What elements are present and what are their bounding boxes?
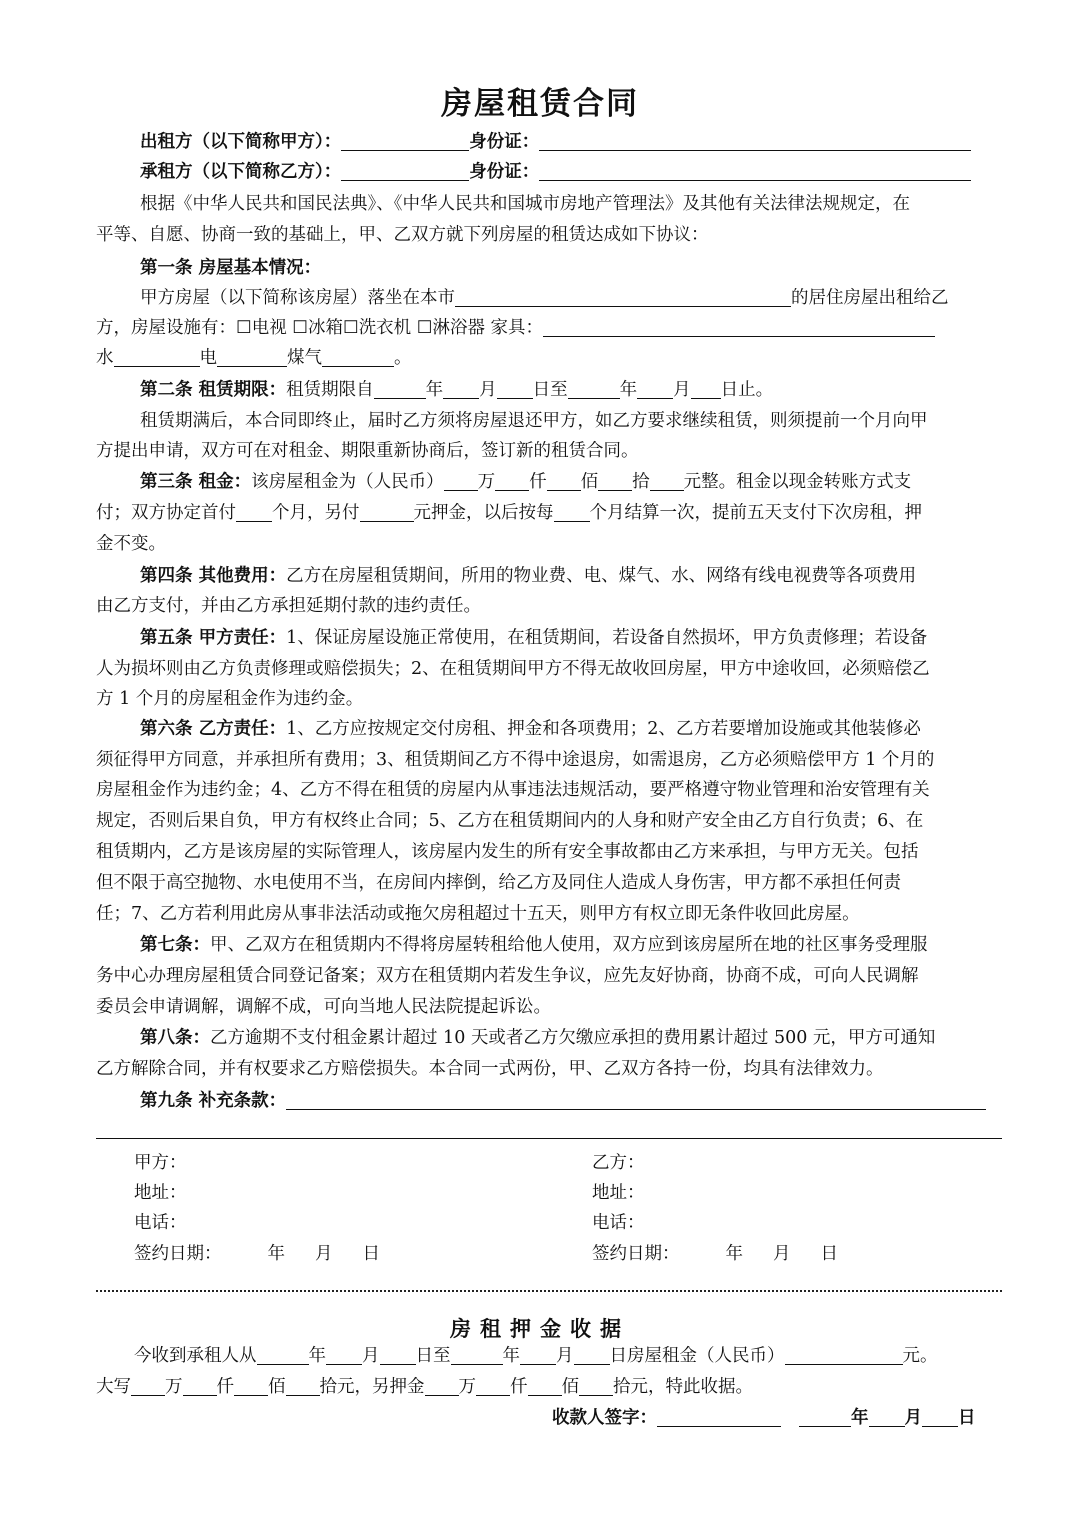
article-2-title: 第二条 租赁期限：: [140, 380, 287, 400]
article-8-line-1: [140, 1023, 1002, 1053]
receipt-line-1: [134, 1341, 1002, 1371]
article-6-line-5: 租赁期内，乙方是该房屋的实际管理人，该房屋内发生的所有安全事故都由乙方来承担，与甲方无关。包括: [96, 842, 919, 862]
a3-bai: 佰: [580, 472, 599, 492]
a2-month-2: 月: [673, 380, 691, 400]
article-1-title: 第一条 房屋基本情况：: [140, 258, 322, 278]
facility-tv-label: 电视: [251, 318, 287, 338]
settle-months-field[interactable]: [554, 501, 590, 522]
receipt-month-2: 月: [556, 1346, 574, 1366]
receipt-end-month[interactable]: [520, 1344, 556, 1365]
property-address-field[interactable]: [455, 286, 791, 307]
a3-text-5: 元押金，以后按每: [413, 503, 554, 523]
party-b-date: [592, 1239, 838, 1269]
rent-bai-field[interactable]: [547, 470, 581, 491]
a2-text-1: 租赁期限自: [286, 380, 374, 400]
first-payment-months[interactable]: [236, 501, 272, 522]
article-9-title: 第九条 补充条款：: [140, 1091, 287, 1111]
lessee-id-label: 身份证：: [469, 162, 540, 182]
electricity-field[interactable]: [217, 346, 287, 367]
article-6-line-3: 房屋租金作为违约金；4、乙方不得在租赁的房屋内从事违法违规活动，要严格遵守物业管理和治安管理有关: [96, 780, 930, 800]
lease-end-day[interactable]: [691, 378, 721, 399]
party-a-address-label: 地址：: [134, 1183, 187, 1203]
a2-stop: 日止。: [720, 380, 774, 400]
a3-wan: 万: [477, 472, 496, 492]
party-a-month: 月: [315, 1244, 333, 1264]
receipt-start-day[interactable]: [380, 1344, 416, 1365]
receipt-bai-2: 佰: [561, 1377, 579, 1397]
article-8-line-2: 乙方解除合同，并有权要求乙方赔偿损失。本合同一式两份，甲、乙双方各持一份，均具有法律效力。: [96, 1059, 884, 1079]
article-3-title: 第三条 租金：: [140, 472, 252, 492]
receipt-wan-2: 万: [458, 1377, 476, 1397]
lease-start-day[interactable]: [497, 378, 533, 399]
a1-text-3: 方，房屋设施有：: [96, 318, 236, 338]
page-title: 房屋租赁合同: [441, 86, 639, 122]
a2-day-to: 日至: [532, 380, 568, 400]
facility-fridge-label: 冰箱: [307, 318, 343, 338]
a3-text-3: 付；双方协定首付: [96, 503, 236, 523]
receipt-start-year[interactable]: [257, 1344, 309, 1365]
party-b-year: 年: [725, 1244, 743, 1264]
receipt-rent-shi[interactable]: [286, 1375, 320, 1396]
water-label: 水: [96, 348, 114, 368]
party-b-month: 月: [773, 1244, 791, 1264]
payee-month: 月: [904, 1408, 922, 1428]
lessee-label: 承租方（以下简称乙方）：: [140, 162, 342, 182]
article-1-line-3: [96, 343, 1002, 373]
payee-day: 日: [958, 1408, 976, 1428]
furniture-label: 家具：: [490, 318, 544, 338]
receipt-line-2: [96, 1372, 1002, 1402]
receipt-deposit-bai[interactable]: [528, 1375, 562, 1396]
receipt-yuan: 元。: [902, 1346, 938, 1366]
rent-yuan-field[interactable]: [650, 470, 684, 491]
intro-line-2: 平等、自愿、协商一致的基础上，甲、乙双方就下列房屋的租赁达成如下协议：: [96, 225, 709, 245]
lessor-label: 出租方（以下简称甲方）：: [140, 132, 342, 152]
receipt-rent-qian[interactable]: [183, 1375, 217, 1396]
checkbox-tv[interactable]: ☐: [236, 318, 252, 338]
article-4-line-2: 由乙方支付，并由乙方承担延期付款的违约责任。: [96, 596, 481, 616]
article-7-line-3: 委员会申请调解，调解不成，可向当地人民法院提起诉讼。: [96, 997, 551, 1017]
rent-shi-field[interactable]: [598, 470, 632, 491]
receipt-daxie: 大写: [96, 1377, 131, 1397]
receipt-month-1: 月: [362, 1346, 380, 1366]
party-a-day: 日: [362, 1244, 380, 1264]
a6-text-1: 1、乙方应按规定交付房租、押金和各项费用；2、乙方若要增加设施或其他装修必: [286, 719, 921, 739]
water-field[interactable]: [114, 346, 200, 367]
a5-text-1: 1、保证房屋设施正常使用，在租赁期间，若设备自然损坏，甲方负责修理；若设备: [286, 628, 928, 648]
article-5-line-3: 方 1 个月的房屋租金作为违约金。: [96, 689, 364, 709]
party-a-phone-label: 电话：: [134, 1213, 187, 1233]
furniture-field[interactable]: [543, 316, 935, 337]
a1-text-1: 甲方房屋（以下简称该房屋）落坐在本市: [140, 288, 455, 308]
checkbox-fridge[interactable]: ☐: [292, 318, 308, 338]
party-b-phone-label: 电话：: [592, 1213, 645, 1233]
gas-field[interactable]: [322, 346, 394, 367]
receipt-year-2: 年: [502, 1346, 520, 1366]
checkbox-shower[interactable]: ☐: [416, 318, 433, 338]
party-b-label: 乙方：: [592, 1153, 645, 1173]
article-4-title: 第四条 其他费用：: [140, 566, 287, 586]
party-b-day: 日: [820, 1244, 838, 1264]
a2-year-2: 年: [619, 380, 638, 400]
lease-end-month[interactable]: [637, 378, 673, 399]
party-a-label: 甲方：: [134, 1153, 187, 1173]
receipt-deposit-qian[interactable]: [476, 1375, 510, 1396]
payee-year-field[interactable]: [799, 1406, 851, 1427]
article-2-line-2: 租赁期满后，本合同即终止，届时乙方须将房屋退还甲方，如乙方要求继续租赁，则须提前一个月向甲: [140, 411, 928, 431]
a3-text-6: 个月结算一次，提前五天支付下次房租，押: [589, 503, 922, 523]
party-b-address-label: 地址：: [592, 1183, 645, 1203]
receipt-text-2: 日房屋租金（人民币）: [609, 1346, 785, 1366]
article-4-line-1: [140, 561, 1002, 591]
article-7-title: 第七条：: [140, 935, 210, 955]
party-b-date-label: 签约日期：: [592, 1244, 680, 1264]
payee-day-field[interactable]: [922, 1406, 958, 1427]
deposit-field[interactable]: [360, 501, 414, 522]
receipt-end-day[interactable]: [574, 1344, 610, 1365]
article-3-line-2: [96, 498, 1002, 528]
a3-text-4: 个月，另付: [272, 503, 360, 523]
lessor-name-field[interactable]: [341, 130, 469, 151]
article-2-line-1: [140, 375, 1002, 405]
lease-start-month[interactable]: [443, 378, 479, 399]
lessee-line: [140, 157, 1002, 187]
receipt-wan-1: 万: [165, 1377, 183, 1397]
receipt-deposit-shi[interactable]: [579, 1375, 613, 1396]
article-1-line-1: [140, 283, 1002, 313]
article-8-title: 第八条：: [140, 1028, 210, 1048]
facility-shower-label: 淋浴器: [432, 318, 485, 338]
receipt-rent-bai[interactable]: [234, 1375, 268, 1396]
lessee-name-field[interactable]: [341, 160, 469, 181]
lessee-id-field[interactable]: [539, 160, 971, 181]
receipt-shi-yuan: 拾元，另押金: [319, 1377, 425, 1397]
a2-month-1: 月: [479, 380, 497, 400]
gas-label: 煤气: [287, 348, 322, 368]
article-6-line-6: 但不限于高空抛物、水电使用不当，在房间内摔倒，给乙方及同住人造成人身伤害，甲方都不承担任何责: [96, 873, 901, 893]
a1-text-2: 的居住房屋出租给乙: [791, 288, 949, 308]
a7-text-1: 甲、乙双方在租赁期内不得将房屋转租给他人使用，双方应到该房屋所在地的社区事务受理服: [210, 935, 928, 955]
article-3-line-3: 金不变。: [96, 534, 166, 554]
checkbox-washer[interactable]: ☐: [342, 318, 359, 338]
article-5-title: 第五条 甲方责任：: [140, 628, 287, 648]
payee-year: 年: [851, 1408, 869, 1428]
receipt-start-month[interactable]: [326, 1344, 362, 1365]
receipt-text-1: 今收到承租人从: [134, 1346, 257, 1366]
receipt-payee-line: [552, 1403, 976, 1433]
a4-text-1: 乙方在房屋租赁期间，所用的物业费、电、煤气、水、网络有线电视费等各项费用: [286, 566, 917, 586]
party-a-year: 年: [267, 1244, 285, 1264]
receipt-year-1: 年: [308, 1346, 326, 1366]
article-2-line-3: 方提出申请，双方可在对租金、期限重新协商后，签订新的租赁合同。: [96, 441, 639, 461]
article-6-line-2: 须征得甲方同意，并承担所有费用；3、租赁期间乙方不得中途退房，如需退房，乙方必须赔偿甲方 1 个月的: [96, 750, 935, 770]
a3-qian: 仟: [529, 472, 547, 492]
receipt-title: 房租押金收据: [450, 1316, 630, 1341]
article-9-line: [140, 1086, 1002, 1116]
receipt-qian-1: 仟: [216, 1377, 234, 1397]
receipt-rent-wan[interactable]: [131, 1375, 165, 1396]
article-1-line-2: [96, 313, 1002, 343]
lease-end-year[interactable]: [568, 378, 620, 399]
rent-qian-field[interactable]: [495, 470, 529, 491]
article-3-line-1: [140, 467, 1002, 497]
a2-year-1: 年: [425, 380, 444, 400]
supplementary-terms-line-2[interactable]: [96, 1138, 1002, 1139]
lessor-id-label: 身份证：: [469, 132, 540, 152]
article-7-line-1: [140, 930, 1002, 960]
receipt-day-to: 日至: [415, 1346, 451, 1366]
receipt-deposit-wan[interactable]: [425, 1375, 459, 1396]
article-6-line-1: [140, 714, 1002, 744]
receipt-end: 拾元，特此收据。: [613, 1377, 753, 1397]
party-a-date-label: 签约日期：: [134, 1244, 222, 1264]
a3-shi: 拾: [632, 472, 650, 492]
payee-month-field[interactable]: [869, 1406, 905, 1427]
article-6-line-7: 任；7、乙方若利用此房从事非法活动或拖欠房租超过十五天，则甲方有权立即无条件收回此房屋。: [96, 904, 860, 924]
lease-start-year[interactable]: [374, 378, 426, 399]
article-1-heading: [140, 253, 1002, 283]
lessor-line: [140, 127, 1002, 157]
facility-washer-label: 洗衣机: [358, 318, 412, 338]
rent-wan-field[interactable]: [444, 470, 478, 491]
payee-label: 收款人签字：: [552, 1408, 657, 1428]
article-6-title: 第六条 乙方责任：: [140, 719, 287, 739]
a8-text-1: 乙方逾期不支付租金累计超过 10 天或者乙方欠缴应承担的费用累计超过 500 元，甲方可通知: [210, 1028, 936, 1048]
a3-text-1: 该房屋租金为（人民币）: [251, 472, 444, 492]
payee-signature-field[interactable]: [657, 1406, 781, 1427]
cut-line-divider: [96, 1290, 1002, 1292]
article-7-line-2: 务中心办理房屋租赁合同登记备案；双方在租赁期内若发生争议，应先友好协商，协商不成，可向人民调解: [96, 966, 919, 986]
a3-text-2: 元整。租金以现金转账方式支: [683, 472, 912, 492]
receipt-bai-1: 佰: [268, 1377, 286, 1397]
electricity-label: 电: [199, 348, 217, 368]
intro-line-1: 根据《中华人民共和国民法典》、《中华人民共和国城市房地产管理法》及其他有关法律法规规定，在: [140, 194, 910, 214]
article-5-line-1: [140, 623, 1002, 653]
party-a-date: [134, 1239, 380, 1269]
receipt-end-year[interactable]: [451, 1344, 503, 1365]
article-6-line-4: 规定，否则后果自负，甲方有权终止合同；5、乙方在租赁期间内的人身和财产安全由乙方自行负责；6、在: [96, 811, 924, 831]
lessor-id-field[interactable]: [539, 130, 971, 151]
supplementary-terms-field[interactable]: [286, 1089, 986, 1110]
a1-end: 。: [394, 348, 412, 368]
article-5-line-2: 人为损坏则由乙方负责修理或赔偿损失；2、在租赁期间甲方不得无故收回房屋，甲方中途收回，必须赔偿乙: [96, 659, 930, 679]
receipt-amount-field[interactable]: [785, 1344, 903, 1365]
receipt-qian-2: 仟: [510, 1377, 528, 1397]
